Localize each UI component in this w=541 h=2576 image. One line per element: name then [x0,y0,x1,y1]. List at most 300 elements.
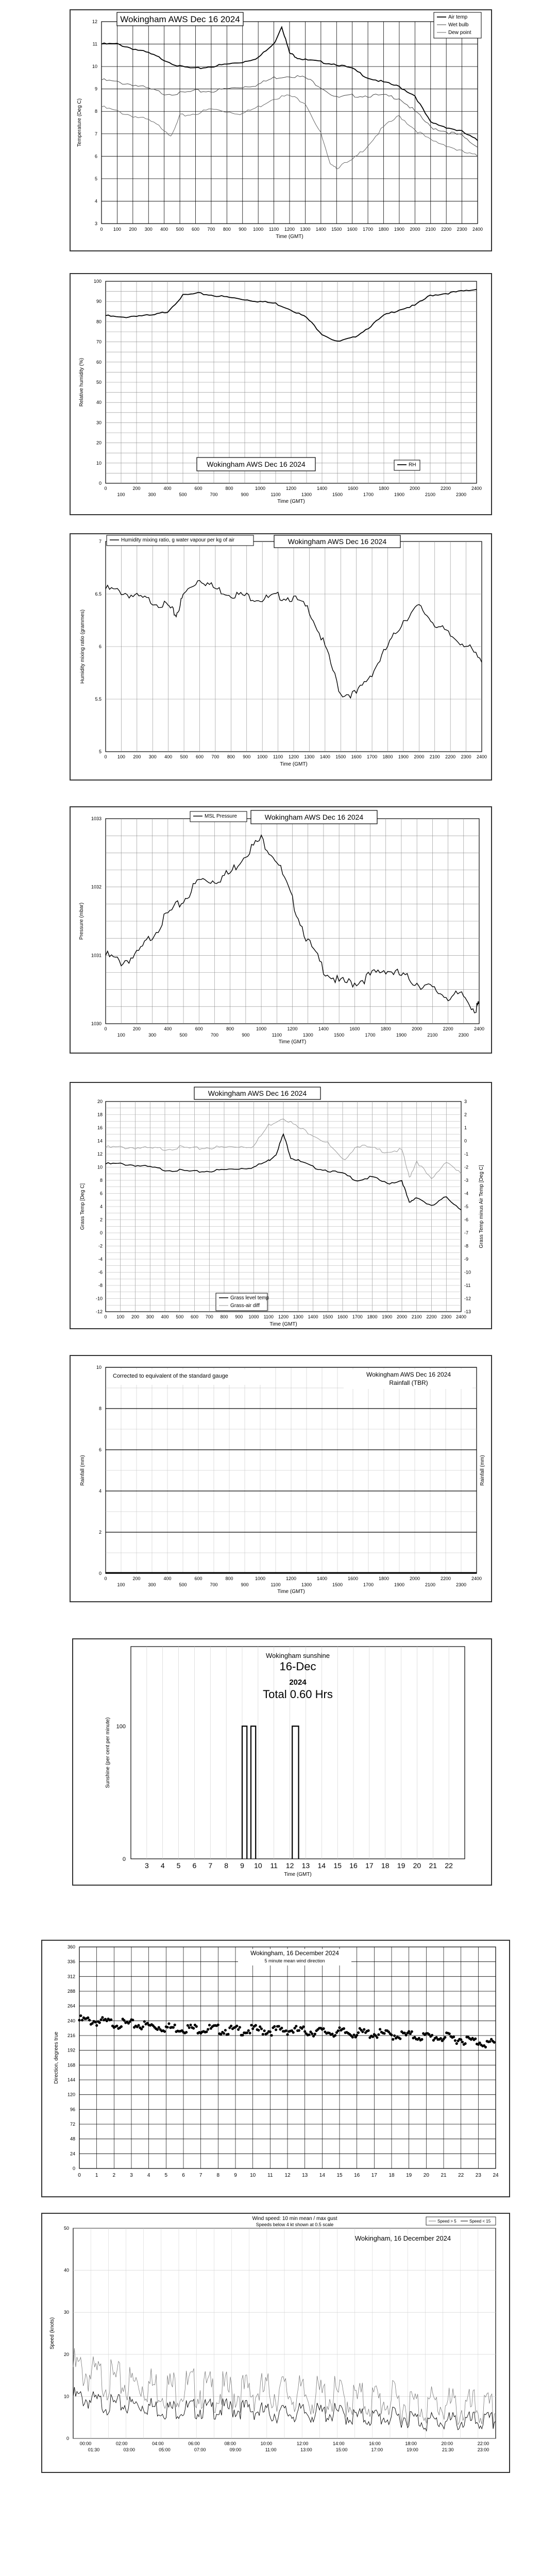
wind-direction-point [263,2029,266,2032]
x-tick-label: 500 [176,1314,184,1319]
x-tick-label: 1400 [319,754,330,759]
wind-direction-point [431,2034,433,2037]
wind-direction-point [174,2024,176,2026]
wind-direction-point [376,2036,378,2039]
wind-direction-point [439,2037,442,2040]
x-tick-label: 1300 [300,227,311,232]
wind-direction-point [217,2024,219,2026]
x-tick-label: 800 [227,754,235,759]
y-tick-label: 18 [97,1112,103,1117]
x-tick-label: 19 [397,1861,405,1870]
x-tick-label: 1100 [268,227,279,232]
x-tick-label: 1700 [367,754,378,759]
x-tick-label: 13:00 [300,2447,312,2452]
y-tick-label: 8 [94,109,97,114]
pressure-chart [71,807,491,1053]
wind-direction-point [377,2033,380,2036]
x-tick-label: 1500 [323,1314,333,1319]
wind-direction-point [392,2038,394,2041]
x-tick-label: 700 [211,754,219,759]
y-tick-label: 10 [96,1365,102,1370]
x-tick-label: 0 [78,2173,81,2178]
x-tick-label: 1200 [285,486,297,491]
x-tick-label: 2200 [440,1576,451,1581]
wind-direction-point [461,2041,464,2043]
wind-direction-point [379,2028,381,2030]
legend-label: Humidity mixing ratio, g water vapour per kg of air [121,537,235,543]
y-tick-label: 20 [96,440,102,446]
x-tick-label: 1900 [398,754,409,759]
y-tick-label: 20 [63,2351,69,2357]
wind-direction-point [308,2033,311,2036]
y-axis-label: Relative humidity (%) [79,358,84,407]
x-tick-label: 600 [195,1026,203,1031]
y-tick-label: 72 [70,2122,75,2127]
wind-direction-point [323,2027,325,2030]
wind-direction-point [383,2032,385,2035]
temperature-chart [71,10,491,250]
y-right-tick-label: 3 [464,1099,467,1104]
x-tick-label: 14 [319,2173,325,2178]
x-tick-label: 700 [210,1032,218,1038]
x-axis-label: Time (GMT) [284,1872,312,1877]
legend-label: Speed > 5 [437,2219,457,2224]
x-tick-label: 2300 [441,1314,452,1319]
x-tick-label: 400 [164,754,173,759]
x-tick-label: 1800 [378,227,389,232]
chart-title: Wokingham AWS Dec 16 2024 [208,1089,307,1097]
wind-direction-point [235,2025,238,2027]
x-tick-label: 0 [104,486,107,491]
x-tick-label: 1000 [257,754,268,759]
y-right-tick-label: -10 [464,1269,471,1275]
wind-direction-point [195,2025,198,2028]
x-tick-label: 04:00 [152,2441,164,2446]
y-tick-label: 5 [98,749,102,754]
x-tick-label: 12 [285,1861,294,1870]
x-tick-label: 23:00 [477,2447,489,2452]
x-tick-label: 2100 [425,492,436,497]
x-tick-label: 3 [144,1861,149,1870]
wind-direction-point [260,2027,263,2030]
x-tick-label: 16 [349,1861,358,1870]
x-tick-label: 900 [235,1314,243,1319]
x-tick-label: 2400 [471,486,482,491]
chart-title: Wokingham, 16 December 2024 [354,2234,451,2242]
wind-direction-point [493,2041,496,2044]
x-tick-label: 900 [239,227,247,232]
wind-direction-point [166,2026,169,2028]
x-tick-label: 800 [225,1576,233,1581]
x-tick-label: 200 [131,1314,140,1319]
x-tick-label: 100 [117,492,125,497]
x-tick-label: 6 [182,2173,185,2178]
y-right-tick-label: -11 [464,1283,471,1288]
wind-direction-point [100,2019,103,2021]
x-tick-label: 700 [207,227,215,232]
x-tick-label: 100 [113,227,121,232]
x-tick-label: 17 [371,2173,377,2178]
y-right-tick-label: 2 [464,1112,467,1117]
x-tick-label: 1400 [318,1026,329,1031]
panel-wind-speed [41,2213,510,2473]
x-tick-label: 2200 [440,486,451,491]
x-tick-label: 900 [243,754,251,759]
x-tick-label: 21 [429,1861,437,1870]
grass-temp-chart [71,1083,491,1328]
y-axis-label: Speed (knots) [49,2317,55,2350]
y-tick-label: 30 [96,420,102,426]
wind-direction-point [257,2029,260,2031]
x-tick-label: 1000 [255,486,266,491]
chart-subtitle: Rainfall (TBR) [389,1379,428,1386]
wind-direction-point [143,2020,146,2023]
y-tick-label: 6 [98,1447,102,1452]
x-tick-label: 1400 [308,1314,318,1319]
x-tick-label: 400 [164,1026,172,1031]
x-tick-label: 03:00 [123,2447,135,2452]
y-right-tick-label: -7 [464,1230,469,1235]
y-tick-label: 288 [67,1989,75,1994]
x-tick-label: 500 [179,492,187,497]
x-tick-label: 2200 [426,1314,437,1319]
x-tick-label: 600 [191,227,200,232]
x-tick-label: 21:30 [442,2447,454,2452]
x-tick-label: 800 [223,227,231,232]
x-tick-label: 23 [475,2173,481,2178]
y-axis-label: Temperature (Deg C) [77,98,82,147]
x-tick-label: 1300 [301,1582,312,1587]
x-tick-label: 2300 [455,1582,467,1587]
legend-label: Grass level temp [230,1295,269,1301]
x-tick-label: 900 [241,492,249,497]
y-tick-label: 12 [92,19,97,24]
y-tick-label: 40 [63,2267,69,2273]
wind-direction-point [207,2028,209,2030]
panel-wind-direction [41,1940,510,2197]
x-tick-label: 200 [133,754,141,759]
y-tick-label: 24 [70,2151,75,2157]
wind-direction-point [185,2031,188,2033]
x-tick-label: 4 [147,2173,150,2178]
x-tick-label: 18 [381,1861,390,1870]
x-tick-label: 2200 [445,754,456,759]
wind-direction-point [334,2034,336,2037]
x-tick-label: 16 [354,2173,360,2178]
x-tick-label: 1300 [301,492,312,497]
wind-direction-point [488,2040,491,2043]
x-tick-label: 15:00 [335,2447,348,2452]
x-tick-label: 1500 [332,492,343,497]
chart-subtitle: 16-Dec [279,1660,316,1673]
x-tick-label: 21 [441,2173,447,2178]
y-tick-label: 12 [97,1151,103,1157]
y-tick-label: 0 [122,1856,126,1862]
chart-title: Wokingham AWS Dec 16 2024 [264,812,364,821]
y-right-tick-label: -2 [464,1164,469,1170]
y-tick-label: -12 [95,1309,103,1314]
x-tick-label: 2100 [429,754,440,759]
x-tick-label: 20 [413,1861,421,1870]
x-tick-label: 13 [301,1861,310,1870]
rainfall-chart [71,1356,491,1601]
wind-direction-point [314,2032,316,2035]
wind-direction-point [223,2032,225,2035]
wind-direction-point [455,2042,458,2045]
x-tick-label: 400 [161,1314,169,1319]
x-tick-label: 1600 [349,1026,360,1031]
y-tick-label: 216 [67,2033,75,2038]
chart-subtitle: Wind speed: 10 min mean / max gust [252,2216,337,2222]
wind-direction-point [255,2024,257,2027]
wind-direction-point [224,2029,227,2031]
wind-direction-point [167,2022,170,2025]
wind-direction-point [230,2025,232,2027]
y-tick-label: 11 [92,41,97,47]
x-tick-label: 6 [192,1861,197,1870]
chart-title: Wokingham AWS Dec 16 2024 [120,14,240,24]
x-tick-label: 200 [129,227,137,232]
x-tick-label: 1600 [347,1576,359,1581]
x-tick-label: 12 [284,2173,291,2178]
x-tick-label: 05:00 [159,2447,171,2452]
legend-label: RH [409,462,416,468]
y-axis-label: Grass Temp [Deg C] [80,1183,86,1230]
x-tick-label: 1800 [378,486,390,491]
x-tick-label: 1900 [382,1314,393,1319]
y-tick-label: -8 [98,1283,103,1288]
wind-direction-point [79,2014,82,2017]
y-tick-label: 6.5 [95,591,102,597]
x-tick-label: 0 [104,1314,107,1319]
wind-direction-point [292,2031,295,2033]
x-tick-label: 1300 [304,754,315,759]
x-tick-label: 600 [195,754,204,759]
y-right-tick-label: -13 [464,1309,471,1314]
x-tick-label: 2000 [409,486,420,491]
x-tick-label: 17 [365,1861,374,1870]
x-tick-label: 500 [179,1582,187,1587]
wind-direction-point [140,2028,143,2030]
chart-title: Wokingham AWS Dec 16 2024 [288,537,387,546]
y-tick-label: 336 [67,1959,75,1964]
wind-direction-point [250,2024,252,2026]
wind-direction-point [286,2033,289,2036]
wind-direction-point [393,2035,396,2037]
x-tick-label: 2000 [396,1314,408,1319]
x-tick-label: 18 [388,2173,395,2178]
x-tick-label: 2000 [414,754,425,759]
wind-direction-point [357,2031,360,2034]
wind-direction-point [101,2016,104,2019]
x-tick-label: 2300 [461,754,471,759]
x-tick-label: 24 [493,2173,499,2178]
x-tick-label: 900 [242,1032,250,1038]
wind-direction-point [187,2024,189,2027]
x-tick-label: 1200 [284,227,295,232]
x-tick-label: 8 [216,2173,220,2178]
x-axis-label: Time (GMT) [278,1039,307,1045]
x-tick-label: 400 [163,486,172,491]
y-tick-label: -6 [98,1269,103,1275]
x-tick-label: 17:00 [371,2447,383,2452]
x-tick-label: 1000 [253,227,264,232]
y-tick-label: 10 [92,64,97,70]
x-tick-label: 1000 [255,1576,266,1581]
wind-direction-point [484,2046,487,2048]
x-tick-label: 2300 [458,1032,469,1038]
x-tick-label: 1600 [337,1314,348,1319]
x-tick-label: 1700 [363,1582,374,1587]
sunshine-chart [73,1639,491,1885]
x-tick-label: 20:00 [441,2441,453,2446]
wind-direction-chart [42,1941,509,2196]
wind-direction-point [262,2033,264,2036]
wind-direction-point [337,2029,340,2032]
x-axis-label: Time (GMT) [280,761,308,767]
x-tick-label: 06:00 [188,2441,200,2446]
x-tick-label: 3 [130,2173,133,2178]
x-tick-label: 1600 [351,754,362,759]
y-tick-label: 240 [67,2018,75,2024]
x-tick-label: 300 [148,754,157,759]
y-tick-label: 5.5 [95,697,102,702]
x-tick-label: 20 [423,2173,429,2178]
wind-direction-point [78,2019,80,2022]
x-tick-label: 1000 [248,1314,259,1319]
x-tick-label: 1200 [278,1314,289,1319]
x-tick-label: 1900 [394,492,405,497]
x-tick-label: 100 [117,1582,125,1587]
x-tick-label: 2200 [441,227,452,232]
x-tick-label: 300 [148,1582,156,1587]
wind-direction-point [208,2024,211,2026]
y-tick-label: 360 [67,1944,75,1950]
wind-direction-point [87,2016,89,2019]
x-tick-label: 700 [205,1314,213,1319]
y-tick-label: 4 [98,1488,102,1494]
wind-direction-point [241,2034,244,2037]
y-tick-label: 60 [96,359,102,365]
x-axis-label: Time (GMT) [277,1589,305,1595]
wind-direction-point [120,2025,123,2028]
x-tick-label: 300 [148,1032,157,1038]
wind-direction-point [142,2025,144,2028]
x-tick-label: 4 [160,1861,165,1870]
y-tick-label: 100 [93,279,102,284]
x-tick-label: 1500 [335,754,346,759]
x-tick-label: 600 [194,486,202,491]
y-right-tick-label: -3 [464,1178,469,1183]
x-tick-label: 11 [267,2173,273,2178]
x-tick-label: 1400 [316,1576,328,1581]
x-tick-label: 2200 [443,1026,453,1031]
y-right-tick-label: 1 [464,1125,467,1130]
x-tick-label: 1100 [270,492,281,497]
x-tick-label: 200 [132,1576,141,1581]
y-right-tick-label: 0 [464,1138,467,1144]
x-tick-label: 1800 [367,1314,378,1319]
x-tick-label: 0 [104,1026,107,1031]
x-tick-label: 1800 [380,1026,391,1031]
x-axis-label: Time (GMT) [276,234,303,240]
x-tick-label: 1600 [347,486,359,491]
x-tick-label: 400 [160,227,168,232]
panel-grass-temp [70,1082,492,1329]
wind-direction-point [94,2021,96,2023]
wind-direction-point [239,2026,241,2028]
x-tick-label: 11:00 [265,2447,277,2452]
chart-title: Wokingham, 16 December 2024 [250,1950,339,1957]
y-tick-label: 120 [67,2092,75,2097]
x-tick-label: 400 [163,1576,172,1581]
wind-direction-point [270,2034,273,2037]
x-tick-label: 10 [254,1861,262,1870]
x-tick-label: 600 [190,1314,199,1319]
x-tick-label: 1700 [365,1032,376,1038]
y-right-tick-label: -8 [464,1243,469,1249]
y-tick-label: 1030 [91,1021,102,1026]
x-tick-label: 1400 [316,486,328,491]
wind-direction-point [275,2028,277,2031]
y-tick-label: 2 [98,1530,102,1535]
y-tick-label: 96 [70,2107,75,2112]
y-tick-label: 10 [97,1164,103,1170]
x-tick-label: 1300 [302,1032,313,1038]
wind-direction-point [115,2025,118,2027]
wind-direction-point [363,2028,365,2031]
panel-temperature [70,9,492,251]
y-tick-label: 90 [96,299,102,304]
x-tick-label: 15 [333,1861,342,1870]
year-annotation: 2024 [289,1678,307,1687]
legend-label: MSL Pressure [205,814,237,819]
x-tick-label: 7 [199,2173,202,2178]
panel-humidity [70,273,492,515]
y-tick-label: 7 [98,539,102,544]
x-tick-label: 07:00 [194,2447,206,2452]
wind-direction-point [88,2019,91,2021]
total-annotation: Total 0.60 Hrs [263,1688,333,1701]
x-tick-label: 1900 [394,227,404,232]
x-tick-label: 0 [104,1576,107,1581]
x-tick-label: 15 [336,2173,343,2178]
panel-rainfall [70,1355,492,1602]
y-tick-label: 7 [94,131,97,137]
wind-direction-point [237,2028,240,2031]
legend-label: Dew point [448,30,471,36]
x-tick-label: 2000 [409,1576,420,1581]
y-tick-label: 20 [97,1099,103,1104]
wind-direction-point [371,2036,374,2038]
x-tick-label: 2000 [410,227,420,232]
x-tick-label: 2400 [455,1314,467,1319]
x-tick-label: 19 [406,2173,412,2178]
wind-direction-point [452,2036,455,2038]
x-tick-label: 9 [240,1861,244,1870]
x-tick-label: 22 [458,2173,464,2178]
y-right-tick-label: -4 [464,1191,469,1196]
y-tick-label: 14 [97,1138,103,1144]
x-tick-label: 2400 [472,227,483,232]
x-axis-label: Time (GMT) [277,499,305,504]
y-tick-label: 0 [66,2436,69,2441]
y-tick-label: 2 [99,1217,103,1223]
x-tick-label: 2400 [471,1576,482,1581]
y-tick-label: 80 [96,319,102,325]
x-tick-label: 1000 [256,1026,267,1031]
x-tick-label: 2100 [425,227,436,232]
